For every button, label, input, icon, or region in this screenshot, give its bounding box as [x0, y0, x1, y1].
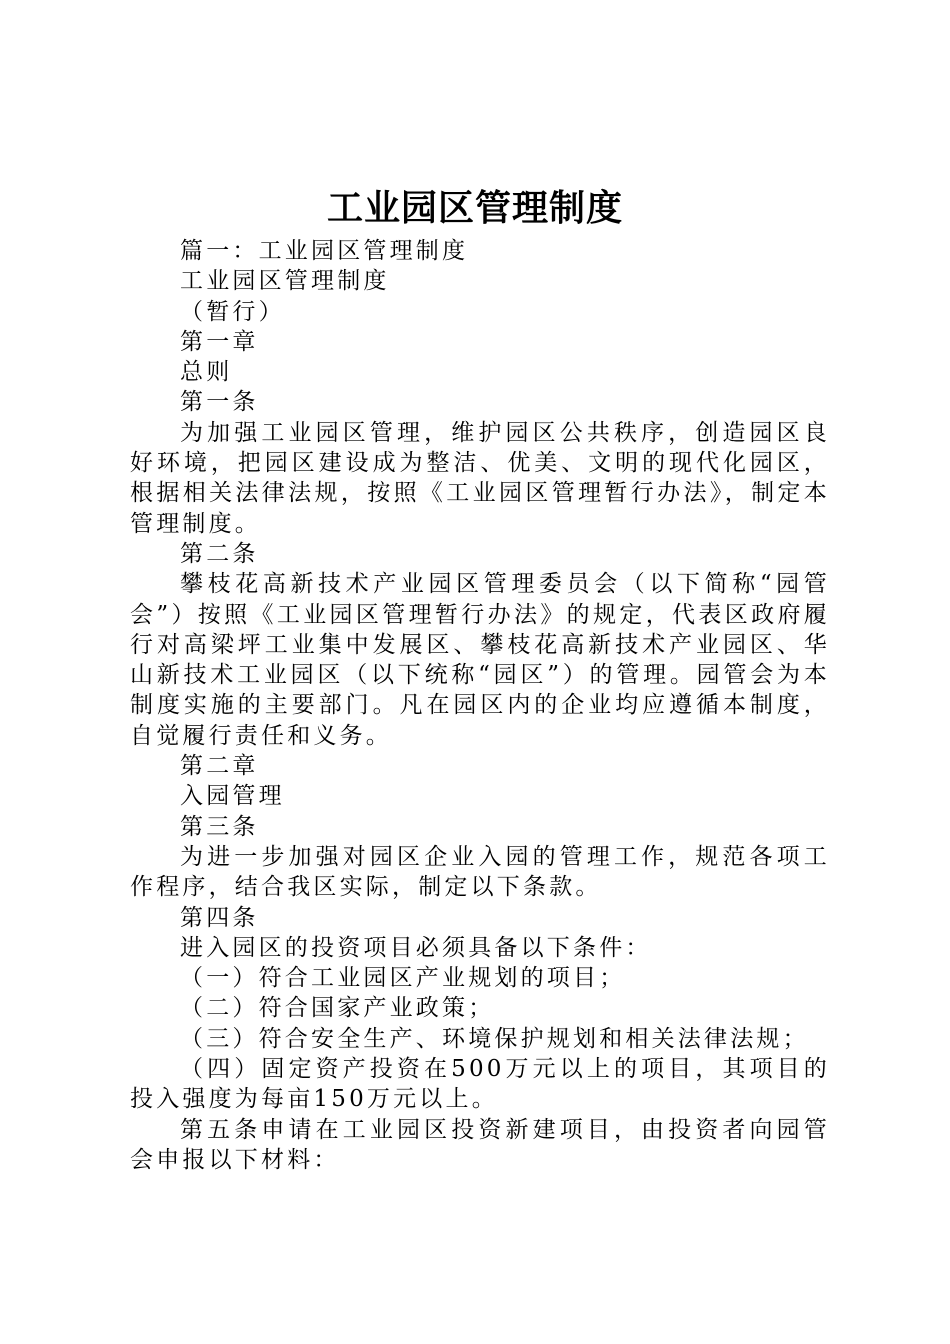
article-4-text: 进入园区的投资项目必须具备以下条件： [180, 934, 652, 961]
chapter-1-heading: 第一章 [180, 328, 259, 355]
document-title: 工业园区管理制度 [326, 187, 623, 229]
article-4-item-2: （二）符合国家产业政策； [180, 995, 495, 1022]
chapter-2-title: 入园管理 [180, 783, 285, 810]
article-2-text: 攀枝花高新技术产业园区管理委员会（以下简称“园管会”）按照《工业园区管理暂行办法》的规定，代表区政府履行对高梁坪工业集中发展区、攀枝花高新技术产业园区、华山新技术工业园区（以下统称“园区”）的管理。园管会为本制度实施的主要部门。凡在园区内的企业均应遵循本制度，自觉履行责任和义务。 [130, 571, 830, 749]
paragraph-provisional: （暂行） [180, 298, 285, 325]
chapter-2-heading: 第二章 [180, 753, 259, 780]
article-3-heading: 第三条 [180, 813, 259, 840]
article-1-heading: 第一条 [180, 389, 259, 416]
document-body [130, 236, 830, 1175]
article-3-text: 为进一步加强对园区企业入园的管理工作，规范各项工作程序，结合我区实际，制定以下条款。 [130, 843, 830, 901]
paragraph-subtitle: 工业园区管理制度 [180, 268, 390, 295]
article-4-item-3: （三）符合安全生产、环境保护规划和相关法律法规； [180, 1025, 809, 1052]
article-1-text: 为加强工业园区管理，维护园区公共秩序，创造园区良好环境，把园区建设成为整洁、优美、文明的现代化园区，根据相关法律法规，按照《工业园区管理暂行办法》，制定本管理制度。 [130, 419, 830, 537]
chapter-1-title: 总则 [180, 359, 233, 386]
article-5-text: 第五条申请在工业园区投资新建项目，由投资者向园管会申报以下材料： [130, 1116, 830, 1173]
article-4-heading: 第四条 [180, 904, 259, 931]
article-4-item-4: （四）固定资产投资在500万元以上的项目，其项目的投入强度为每亩150万元以上。 [130, 1056, 830, 1113]
article-2-heading: 第二条 [180, 540, 259, 567]
article-4-item-1: （一）符合工业园区产业规划的项目； [180, 965, 626, 992]
paragraph-part-heading: 篇一：工业园区管理制度 [180, 238, 469, 264]
